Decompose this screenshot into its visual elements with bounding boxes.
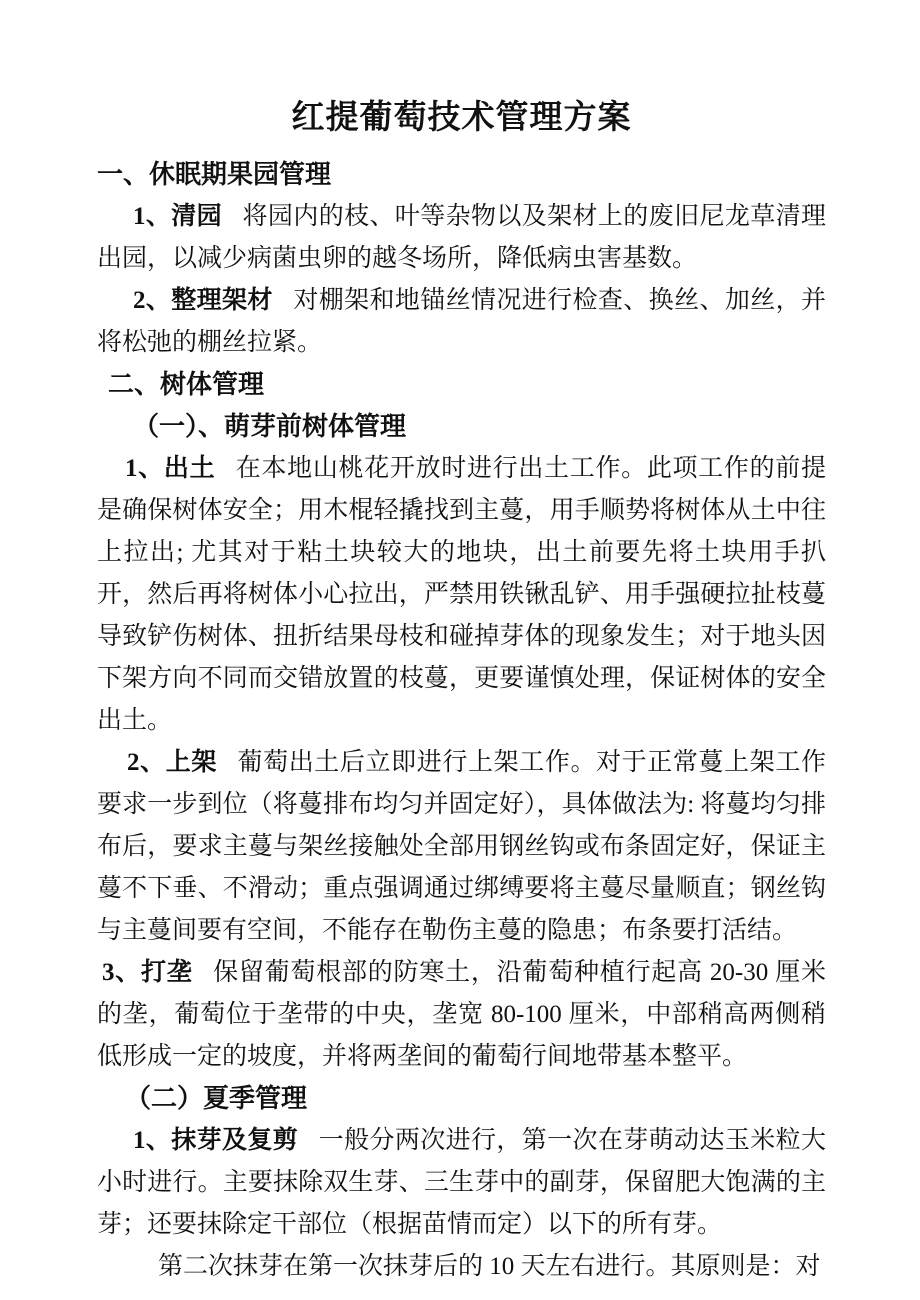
heading-dormant-period-management: 一、休眠期果园管理: [97, 160, 332, 189]
para-arrange-trellis-lead: 2、整理架材: [133, 287, 273, 314]
para-ridging-text: 保留葡萄根部的防寒土，沿葡萄种植行起高 20-30 厘米的垄，葡萄位于垄带的中央，垄宽 80-100 厘米，中部稍高两侧稍低形成一定的坡度，并将两垄间的葡萄行间地带基本整平。: [97, 959, 826, 1070]
para-bud-removal-text: 一般分两次进行，第一次在芽萌动达玉米粒大小时进行。主要抹除双生芽、三生芽中的副芽，保留肥大饱满的主芽；还要抹除定干部位（根据苗情而定）以下的所有芽。: [97, 1127, 826, 1238]
para-clean-garden-lead: 1、清园: [133, 203, 223, 230]
para-unearthing-text: 在本地山桃花开放时进行出土工作。此项工作的前提是确保树体安全；用木棍轻撬找到主蔓，用手顺势将树体从土中往上拉出; 尤其对于粘土块较大的地块，出土前要先将土块用手扒开，然后再将树体小心拉出，严禁用铁锹乱铲、用手强硬拉扯枝蔓导致铲伤树体、扭折结果母枝和碰掉芽体的现象发生；对于地头因下架方向不同而交错放置的枝蔓，更要谨慎处理，保证树体的安全出土。: [97, 455, 826, 734]
heading-summer-management: （二）夏季管理: [125, 1084, 308, 1113]
heading-tree-management: 二、树体管理: [108, 370, 265, 399]
para-bud-removal: [97, 1120, 826, 1246]
para-trellising-text: 葡萄出土后立即进行上架工作。对于正常蔓上架工作要求一步到位（将蔓排布均匀并固定好），具体做法为: 将蔓均匀排布后，要求主蔓与架丝接触处全部用钢丝钩或布条固定好，保证主蔓不下垂、不滑动；重点强调通过绑缚要将主蔓尽量顺直；钢丝钩与主蔓间要有空间，不能存在勒伤主蔓的隐患；布条要打活结。: [97, 749, 826, 944]
para-unearthing: [97, 448, 826, 742]
para-trellising: [97, 742, 826, 952]
para-second-bud-removal-text: 第二次抹芽在第一次抹芽后的 10 天左右进行。其原则是：对: [158, 1253, 821, 1280]
page-title: 红提葡萄技术管理方案: [291, 100, 632, 136]
para-unearthing-lead: 1、出土: [125, 455, 216, 482]
para-bud-removal-lead: 1、抹芽及复剪: [133, 1127, 299, 1154]
para-ridging-lead: 3、打垄: [102, 959, 193, 986]
heading-pre-germination-tree-management: （一）、萌芽前树体管理: [133, 412, 407, 441]
para-arrange-trellis: [97, 280, 826, 364]
para-arrange-trellis-text: 对棚架和地锚丝情况进行检查、换丝、加丝，并将松弛的棚丝拉紧。: [97, 287, 826, 356]
para-ridging: [97, 952, 826, 1078]
para-trellising-lead: 2、上架: [127, 749, 217, 776]
para-clean-garden-text: 将园内的枝、叶等杂物以及架材上的废旧尼龙草清理出园，以减少病菌虫卵的越冬场所，降低病虫害基数。: [97, 203, 826, 272]
para-second-bud-removal: [97, 1246, 826, 1288]
para-clean-garden: [97, 196, 826, 280]
